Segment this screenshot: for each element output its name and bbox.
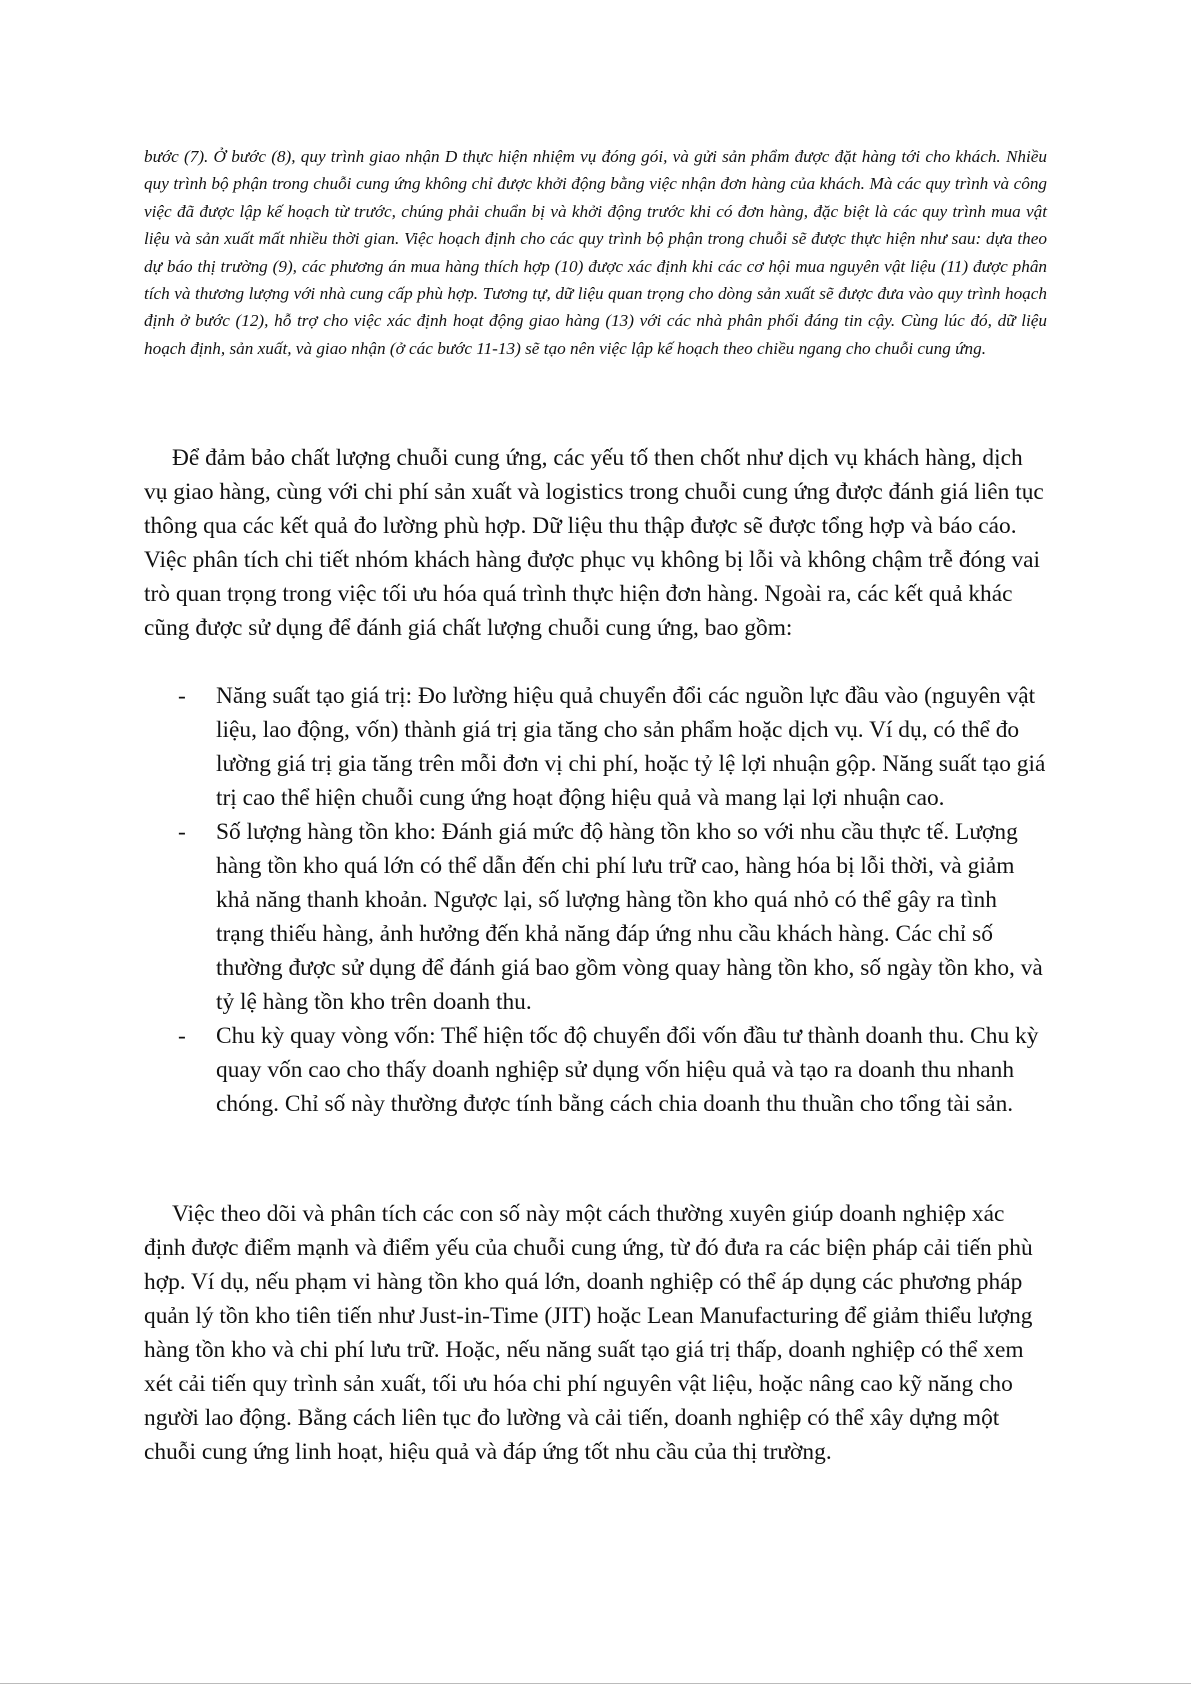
paragraph-line: hoạt, hiệu quả và đáp ứng tốt nhu cầu của thị trường. — [337, 1439, 832, 1465]
bullet-line: vụ. Ví dụ, có thể đo lường giá trị gia tăng trên mỗi đơn vị chi phí, hoặc tỷ lệ — [216, 717, 1020, 777]
italic-line: khởi động trước khi có đơn hàng, đặc biệt là các quy trình mua vật liệu và sản xuất mất nhiều thời gian. — [144, 201, 1047, 249]
bullet-line: Số lượng hàng tồn kho: Đánh giá mức độ hàng tồn kho so với nhu cầu thực tế. — [216, 819, 950, 845]
paragraph-quality-metrics — [144, 441, 1047, 645]
paragraph-line: thực hiện đơn hàng. Ngoài ra, các kết quả khác cũng được sử dụng để đánh giá chất — [144, 581, 1013, 641]
paragraph-line: thể áp dụng các phương pháp quản lý tồn kho tiên tiến như Just-in-Time (JIT) hoặc — [144, 1269, 1023, 1329]
paragraph-line: được đánh giá liên tục thông qua các kết quả đo lường phù hợp. Dữ liệu thu thập được — [144, 479, 1044, 539]
bullet-value-productivity — [144, 679, 1047, 815]
bullet-line: hiệu quả và mang lại lợi nhuận cao. — [611, 785, 945, 811]
bullet-line: thời, và giảm khả năng thanh khoản. Ngược lại, số lượng hàng tồn kho quá nhỏ — [216, 853, 1015, 913]
bullet-capital-turnover — [144, 1019, 1047, 1121]
paragraph-line: ưu hóa chi phí nguyên vật liệu, hoặc nâng cao kỹ năng cho người lao động. Bằng cách — [144, 1371, 1013, 1431]
metrics-bullet-list — [144, 679, 1047, 1121]
paragraph-line: sẽ được tổng hợp và báo cáo. Việc phân tích chi tiết nhóm khách hàng được phục vụ — [144, 513, 1017, 573]
bullet-line: có thể gây ra tình trạng thiếu hàng, ảnh hưởng đến khả năng đáp ứng nhu cầu — [216, 887, 997, 947]
bullet-line: khách hàng. Các chỉ số thường được sử dụng để đánh giá bao gồm vòng quay — [216, 921, 993, 981]
italic-line: được phân tích và thương lượng với nhà cung cấp phù hợp. Tương tự, dữ liệu quan trọng cho dòng sản xuất sẽ — [144, 256, 1048, 304]
paragraph-line: không bị lỗi và không chậm trễ đóng vai trò quan trọng trong việc tối ưu hóa quá trình — [144, 547, 1041, 607]
paragraph-line: hàng, dịch vụ giao hàng, cùng với chi phí sản xuất và logistics trong chuỗi cung ứng — [144, 445, 1023, 505]
paragraph-line: biện pháp cải tiến phù hợp. Ví dụ, nếu phạm vi hàng tồn kho quá lớn, doanh nghiệp có — [144, 1235, 1033, 1295]
bullet-line: thu. Chu kỳ quay vốn cao cho thấy doanh nghiệp sử dụng vốn hiệu quả và tạo — [216, 1023, 1039, 1083]
paragraph-line: Việc theo dõi và phân tích các con số này một cách thường xuyên giúp doanh — [172, 1201, 897, 1227]
bullet-inventory-level — [144, 815, 1047, 1019]
bullet-dash: - — [178, 683, 186, 709]
italic-line: thị trường (9), các phương án mua hàng thích hợp (10) được xác định khi các cơ hội mua nguyên vật liệu (11) — [197, 256, 969, 276]
italic-line: Việc hoạch định cho các quy trình bộ phận trong chuỗi sẽ được thực hiện như sau: dựa theo dự báo — [144, 229, 1048, 276]
bullet-dash: - — [178, 1023, 186, 1049]
paragraph-line: năng suất tạo giá trị thấp, doanh nghiệp có thể xem xét cải tiến quy trình sản xuất, tối — [144, 1337, 1024, 1397]
paragraph-improvement — [144, 1197, 1047, 1469]
document-page — [144, 0, 1047, 1685]
bullet-line: thu thuần cho tổng tài sản. — [766, 1091, 1014, 1117]
italic-line: được đưa vào quy trình hoạch định ở bước (12), hỗ trợ cho việc xác định hoạt động giao hàng (13) với — [144, 284, 1047, 331]
bullet-line: hàng tồn kho, số ngày tồn kho, và tỷ lệ hàng tồn kho trên doanh thu. — [216, 955, 1043, 1015]
bullet-line: (nguyên vật liệu, lao động, vốn) thành giá trị gia tăng cho sản phẩm hoặc dịch — [216, 683, 1036, 743]
bullet-line: ra doanh thu nhanh chóng. Chỉ số này thường được tính bằng cách chia doanh — [216, 1057, 1015, 1117]
italic-line: đơn hàng của khách. Mà các quy trình và công việc đã được lập kế hoạch từ trước, chúng phải chuẩn bị và — [144, 174, 1048, 221]
paragraph-line: lượng chuỗi cung ứng, bao gồm: — [487, 615, 793, 641]
bullet-line: Lượng hàng tồn kho quá lớn có thể dẫn đến chi phí lưu trữ cao, hàng hóa bị lỗi — [216, 819, 1018, 879]
paragraph-line: liên tục đo lường và cải tiến, doanh nghiệp có thể xây dựng một chuỗi cung ứng linh — [144, 1405, 1000, 1465]
paragraph-line: Để đảm bảo chất lượng chuỗi cung ứng, các yếu tố then chốt như dịch vụ khách — [172, 445, 920, 471]
paragraph-line: Lean Manufacturing để giảm thiểu lượng hàng tồn kho và chi phí lưu trữ. Hoặc, nếu — [144, 1303, 1033, 1363]
italic-line: tạo nên việc lập kế hoạch theo chiều ngang cho chuỗi cung ứng. — [543, 338, 986, 358]
bullet-line: Chu kỳ quay vòng vốn: Thể hiện tốc độ chuyển đổi vốn đầu tư thành doanh — [216, 1023, 923, 1049]
italic-figure-description — [144, 143, 1047, 362]
bullet-line: Năng suất tạo giá trị: Đo lường hiệu quả chuyển đổi các nguồn lực đầu vào — [216, 683, 919, 709]
bullet-dash: - — [178, 819, 186, 845]
bullet-line: lợi nhuận gộp. Năng suất tạo giá trị cao thể hiện chuỗi cung ứng hoạt động — [216, 751, 1046, 811]
paragraph-line: nghiệp xác định được điểm mạnh và điểm yếu của chuỗi cung ứng, từ đó đưa ra các — [144, 1201, 1005, 1261]
italic-line: bước (7). Ở bước (8), quy trình giao nhận D thực hiện nhiệm vụ đóng gói, và gửi sản phẩm được đặt hàng tới — [144, 147, 921, 166]
page-bottom-rule — [0, 1683, 1191, 1684]
italic-line: các nhà phân phối đáng tin cậy. Cùng lúc đó, dữ liệu hoạch định, sản xuất, và giao nhận (ở các bước 11-13) sẽ — [144, 311, 1048, 358]
italic-line: cho khách. Nhiều quy trình bộ phận trong chuỗi cung ứng không chỉ được khởi động bằng việc nhận — [144, 147, 1048, 194]
